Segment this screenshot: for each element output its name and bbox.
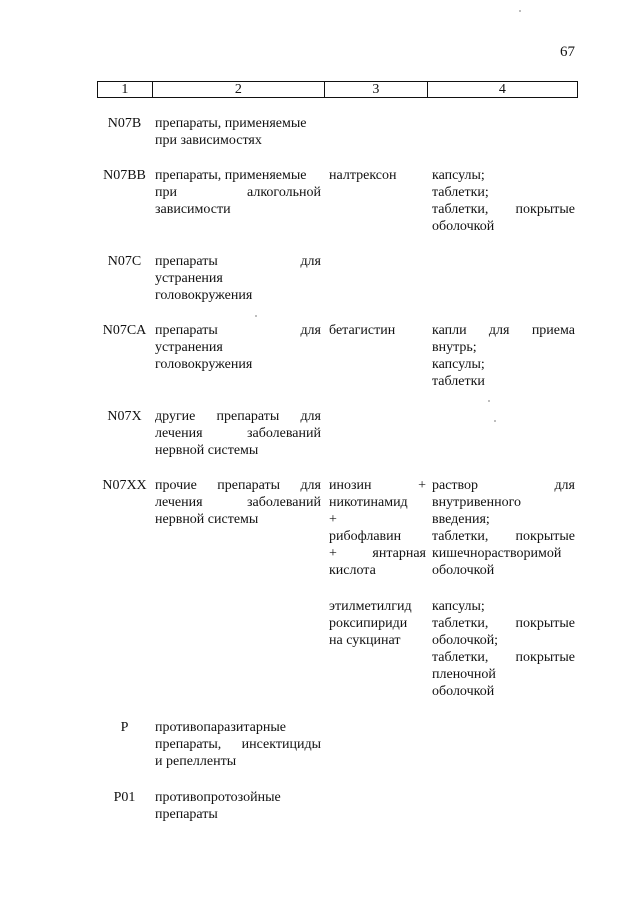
substance-line: бетагистин bbox=[329, 323, 396, 338]
atc-code: N07B bbox=[107, 116, 142, 131]
form-word: таблетки, bbox=[432, 529, 489, 544]
name-line: противопротозойные bbox=[155, 790, 281, 805]
name-line bbox=[155, 408, 321, 425]
header-col-1: 1 bbox=[98, 82, 153, 97]
form-line bbox=[432, 615, 575, 632]
atc-code: N07C bbox=[107, 254, 142, 269]
form-line bbox=[432, 528, 575, 545]
name-word: лечения bbox=[155, 426, 203, 441]
group-name bbox=[155, 115, 321, 149]
form-line: оболочкой bbox=[432, 563, 495, 578]
name-word: препараты bbox=[217, 478, 281, 493]
substance-line: этилметилгид bbox=[329, 599, 412, 614]
name-line: нервной системы bbox=[155, 512, 259, 527]
group-name bbox=[155, 789, 321, 823]
group-name bbox=[155, 253, 321, 304]
scan-speck bbox=[494, 420, 496, 422]
form-line: таблетки bbox=[432, 374, 485, 389]
name-line: препараты, применяемые bbox=[155, 116, 307, 131]
name-line bbox=[155, 322, 321, 339]
scan-speck bbox=[519, 10, 521, 12]
dosage-forms bbox=[432, 322, 575, 390]
name-line: нервной системы bbox=[155, 443, 259, 458]
substance-line: никотинамид bbox=[329, 495, 408, 510]
group-name bbox=[155, 477, 321, 528]
name-word: препараты bbox=[216, 409, 280, 424]
name-word: для bbox=[300, 478, 321, 493]
form-word: приема bbox=[531, 323, 575, 338]
form-word: покрытые bbox=[515, 650, 575, 665]
group-name bbox=[155, 167, 321, 218]
name-word: при bbox=[155, 185, 177, 200]
form-word: для bbox=[488, 323, 510, 338]
substance-line: налтрексон bbox=[329, 168, 397, 183]
form-line: внутрь; bbox=[432, 340, 477, 355]
substance-name bbox=[329, 167, 426, 184]
form-line: пленочной bbox=[432, 667, 496, 682]
substance-line: + bbox=[329, 512, 337, 527]
name-line: зависимости bbox=[155, 202, 231, 217]
atc-code: N07BB bbox=[103, 168, 146, 183]
name-line: противопаразитарные bbox=[155, 720, 286, 735]
name-line: головокружения bbox=[155, 357, 253, 372]
name-line bbox=[155, 736, 321, 753]
name-line: устранения bbox=[155, 271, 223, 286]
atc-code: P01 bbox=[113, 790, 136, 805]
header-col-3: 3 bbox=[325, 82, 428, 97]
name-word: для bbox=[300, 409, 321, 424]
substance-word: + bbox=[418, 478, 426, 493]
dosage-forms bbox=[432, 477, 575, 579]
substance-line: на сукцинат bbox=[329, 633, 401, 648]
substance-line: кислота bbox=[329, 563, 376, 578]
group-name bbox=[155, 322, 321, 373]
substance-word: янтарная bbox=[372, 546, 426, 561]
name-line: препараты, применяемые bbox=[155, 168, 307, 183]
form-line bbox=[432, 477, 575, 494]
dosage-forms bbox=[432, 598, 575, 700]
atc-code: N07CA bbox=[102, 323, 147, 338]
form-line: капсулы; bbox=[432, 357, 485, 372]
name-word: заболеваний bbox=[247, 495, 321, 510]
form-word: покрытые bbox=[515, 529, 575, 544]
substance-line bbox=[329, 477, 426, 494]
name-word: заболеваний bbox=[247, 426, 321, 441]
name-word: препараты bbox=[155, 323, 218, 338]
name-word: прочие bbox=[155, 478, 197, 493]
header-col-4: 4 bbox=[498, 82, 506, 97]
form-word: таблетки, bbox=[432, 616, 489, 631]
name-word: инсектициды bbox=[241, 737, 321, 752]
name-line: при зависимостях bbox=[155, 133, 262, 148]
form-word: таблетки, bbox=[432, 202, 489, 217]
form-line: таблетки; bbox=[432, 185, 489, 200]
name-word: другие bbox=[155, 409, 196, 424]
form-line: оболочкой bbox=[432, 219, 495, 234]
form-word: покрытые bbox=[515, 202, 575, 217]
substance-line: роксипириди bbox=[329, 616, 408, 631]
name-line: головокружения bbox=[155, 288, 253, 303]
atc-code: N07X bbox=[107, 409, 142, 424]
form-word: покрытые bbox=[515, 616, 575, 631]
substance-name bbox=[329, 477, 426, 579]
name-word: препараты bbox=[155, 254, 218, 269]
form-word: таблетки, bbox=[432, 650, 489, 665]
substance-name bbox=[329, 598, 426, 649]
name-line bbox=[155, 477, 321, 494]
substance-word: + bbox=[329, 546, 337, 561]
form-word: капли bbox=[432, 323, 467, 338]
scan-speck bbox=[488, 400, 490, 402]
page-number: 67 bbox=[560, 44, 575, 60]
form-line: оболочкой bbox=[432, 684, 495, 699]
form-line: капсулы; bbox=[432, 599, 485, 614]
form-line bbox=[432, 649, 575, 666]
atc-code: P bbox=[120, 720, 129, 735]
form-line bbox=[432, 201, 575, 218]
name-line bbox=[155, 494, 321, 511]
form-line bbox=[432, 322, 575, 339]
form-line: введения; bbox=[432, 512, 490, 527]
table-header bbox=[97, 81, 578, 98]
substance-word: инозин bbox=[329, 478, 372, 493]
name-word: алкогольной bbox=[247, 185, 321, 200]
name-word: препараты, bbox=[155, 737, 222, 752]
substance-name bbox=[329, 322, 426, 339]
name-line: препараты bbox=[155, 807, 218, 822]
atc-code: N07XX bbox=[102, 478, 147, 493]
form-line: внутривенного bbox=[432, 495, 522, 510]
substance-line: рибофлавин bbox=[329, 529, 402, 544]
substance-line bbox=[329, 545, 426, 562]
form-word: для bbox=[554, 478, 575, 493]
name-line bbox=[155, 253, 321, 270]
dosage-forms bbox=[432, 167, 575, 235]
form-line: кишечнорастворимой bbox=[432, 546, 562, 561]
name-line: и репелленты bbox=[155, 754, 237, 769]
scan-speck bbox=[255, 315, 257, 317]
form-line: оболочкой; bbox=[432, 633, 499, 648]
header-col-2: 2 bbox=[153, 82, 325, 97]
group-name bbox=[155, 408, 321, 459]
name-word: лечения bbox=[155, 495, 203, 510]
name-line bbox=[155, 425, 321, 442]
name-line: устранения bbox=[155, 340, 223, 355]
group-name bbox=[155, 719, 321, 770]
form-word: раствор bbox=[432, 478, 479, 493]
name-line bbox=[155, 184, 321, 201]
name-word: для bbox=[300, 323, 321, 338]
form-line: капсулы; bbox=[432, 168, 485, 183]
name-word: для bbox=[300, 254, 321, 269]
